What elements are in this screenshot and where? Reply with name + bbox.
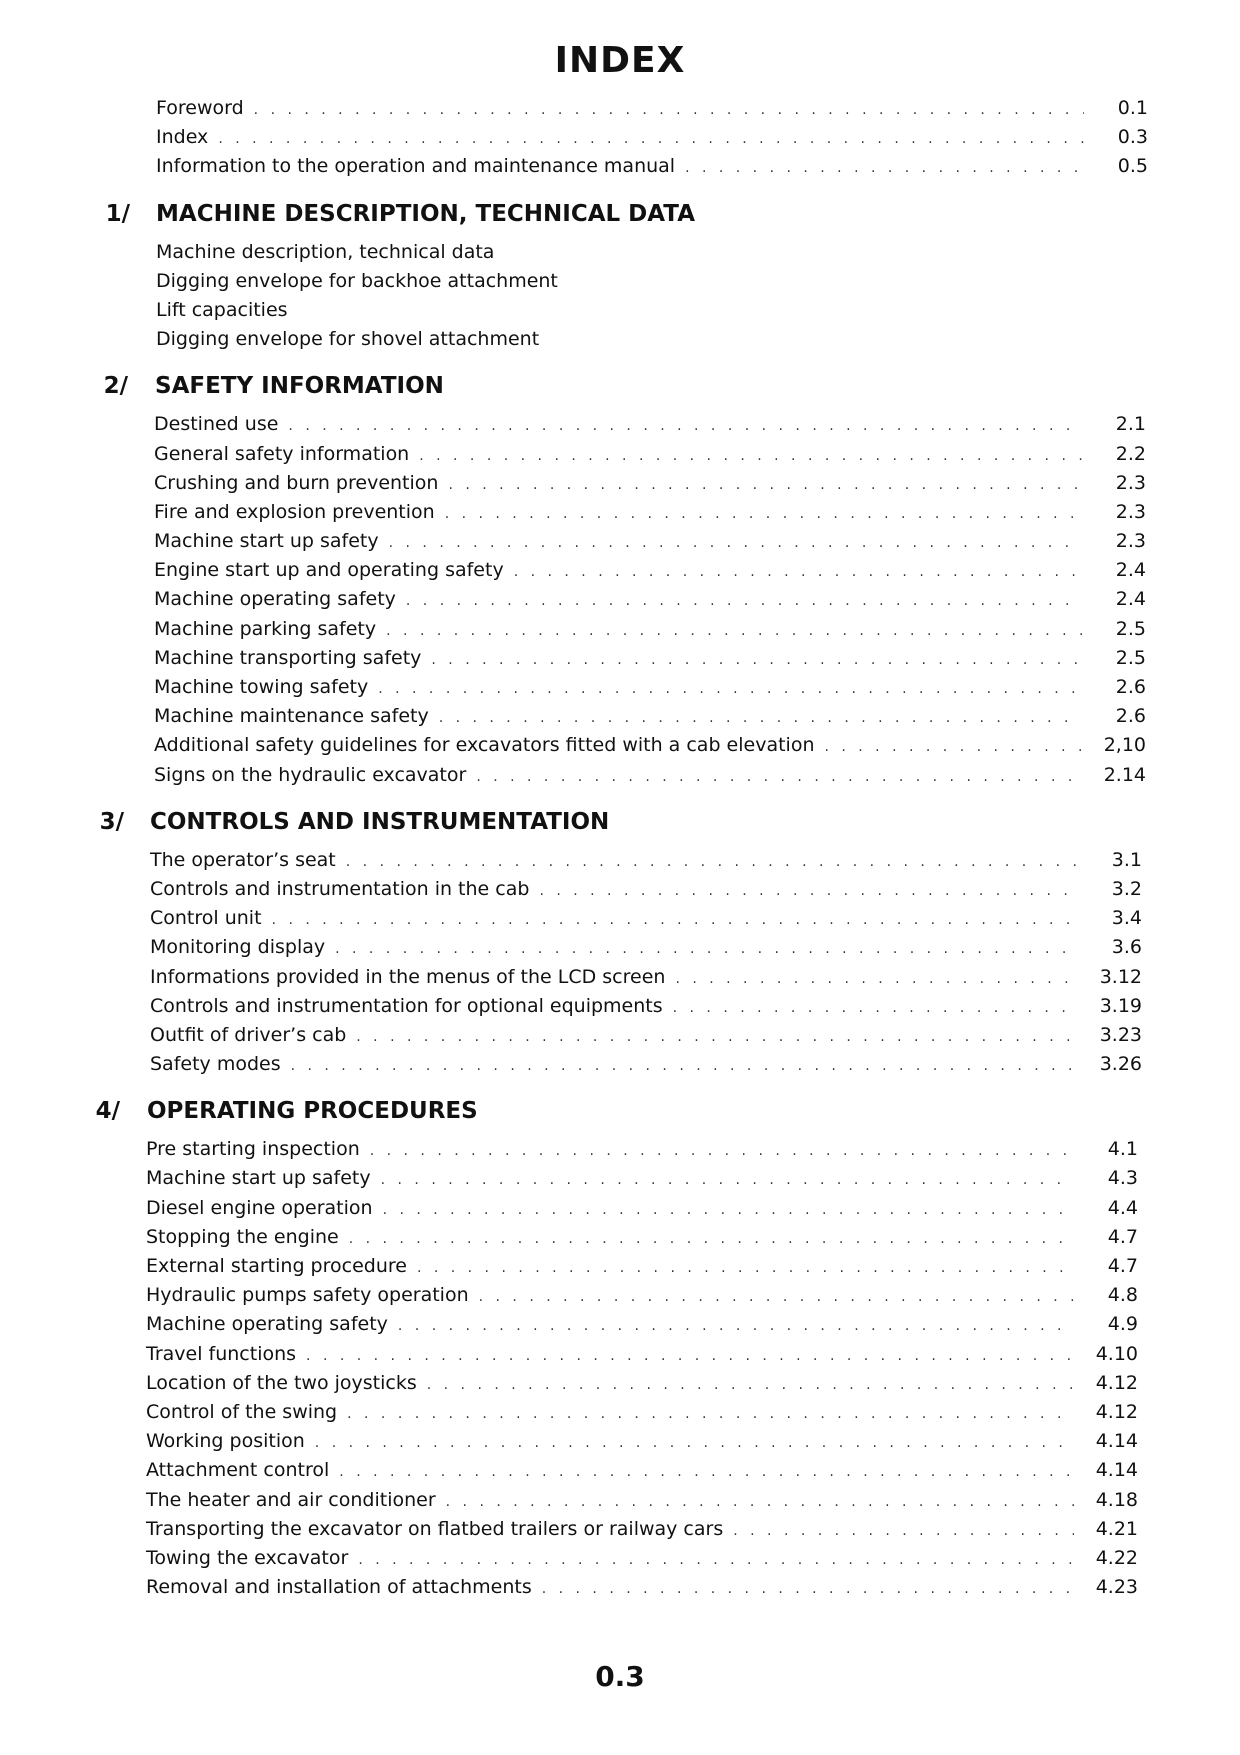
- dot-leader: [476, 763, 1082, 792]
- dot-leader: [398, 1312, 1074, 1341]
- section-heading: [0, 1087, 1240, 1135]
- dot-leader: [306, 1342, 1074, 1371]
- dot-leader: [439, 704, 1082, 733]
- toc-entry-page: 2.3: [1115, 500, 1146, 523]
- toc-entry-page: 4.14: [1095, 1430, 1138, 1453]
- dot-leader: [445, 500, 1082, 529]
- page-number: 0.3: [595, 1660, 645, 1693]
- toc-entry-label: Control unit: [150, 907, 262, 930]
- section-number: 2/: [103, 373, 128, 400]
- dot-leader: [378, 675, 1082, 704]
- toc-entry-label: Towing the excavator: [146, 1546, 349, 1569]
- toc-entry-label: Digging envelope for shovel attachment: [156, 328, 540, 351]
- toc-entry-label: External starting procedure: [146, 1255, 407, 1277]
- toc-entry[interactable]: [150, 992, 1142, 1021]
- section-title: MACHINE DESCRIPTION, TECHNICAL DATA: [156, 200, 695, 227]
- toc-entry-page: 4.9: [1107, 1313, 1138, 1336]
- toc-entry-page: 2.2: [1115, 442, 1146, 465]
- toc-entry-page: 4.10: [1095, 1342, 1138, 1365]
- toc-entry[interactable]: [150, 963, 1142, 992]
- toc-entry-page: 2.1: [1115, 413, 1146, 436]
- dot-leader: [479, 1283, 1074, 1312]
- toc-entry[interactable]: [150, 875, 1142, 904]
- toc-entry-label: Controls and instrumentation for optional equipments: [150, 994, 663, 1017]
- toc-entry[interactable]: [154, 410, 1146, 439]
- toc-entry[interactable]: [154, 615, 1146, 644]
- dot-leader: [347, 1400, 1074, 1429]
- toc-entry[interactable]: [146, 1427, 1138, 1456]
- toc-entry-page: 2.5: [1115, 646, 1146, 669]
- toc-entry-label: Machine parking safety: [154, 617, 377, 640]
- toc-entry-label: Machine operating safety: [146, 1313, 388, 1336]
- toc-entry-page: 0.1: [1117, 97, 1148, 119]
- toc-entry-page: 3.23: [1099, 1023, 1142, 1046]
- toc-entry-label: General safety information: [154, 442, 410, 465]
- toc-entry-label: Machine towing safety: [154, 676, 369, 698]
- toc-entry[interactable]: [154, 469, 1146, 498]
- toc-entry[interactable]: [154, 556, 1146, 585]
- dot-leader: [272, 906, 1078, 935]
- toc-entry-label: Index: [156, 126, 209, 149]
- section-number: 4/: [95, 1098, 120, 1125]
- toc-entry[interactable]: [154, 702, 1146, 731]
- dot-leader: [427, 1371, 1074, 1400]
- dot-leader: [339, 1458, 1074, 1487]
- dot-leader: [381, 1166, 1074, 1195]
- toc-entry-label: Pre starting inspection: [146, 1138, 360, 1161]
- toc-entry-page: 4.7: [1107, 1255, 1138, 1277]
- toc-entry-page: 3.4: [1111, 907, 1142, 930]
- toc-entry-page: 2.3: [1115, 471, 1146, 494]
- toc-entry-label: Stopping the engine: [146, 1225, 339, 1248]
- toc-entry-page: 3.6: [1111, 936, 1142, 959]
- dot-leader: [370, 1137, 1074, 1166]
- toc-entry-page: 4.1: [1107, 1138, 1138, 1161]
- toc-entry-label: The heater and air conditioner: [146, 1488, 436, 1511]
- toc-entry-page: 3.12: [1099, 965, 1142, 988]
- toc-entry-label: Working position: [146, 1430, 305, 1453]
- toc-entry-page: 4.18: [1095, 1488, 1138, 1511]
- toc-entry[interactable]: [146, 1164, 1138, 1193]
- toc-entry-page: 3.26: [1099, 1053, 1142, 1076]
- toc-entry-page: 2,10: [1103, 734, 1146, 757]
- toc-entry-label: Attachment control: [146, 1459, 330, 1482]
- section-heading: [0, 362, 1240, 410]
- toc-entry-page: 2.6: [1115, 676, 1146, 698]
- dot-leader: [254, 96, 1084, 125]
- toc-entry-label: Machine description, technical data: [156, 240, 495, 263]
- dot-leader: [448, 471, 1082, 500]
- toc-entry[interactable]: [150, 846, 1142, 875]
- toc-entry[interactable]: [146, 1281, 1138, 1310]
- dot-leader: [406, 587, 1082, 616]
- toc-entry-label: Machine start up safety: [146, 1167, 371, 1190]
- toc-entry[interactable]: [154, 440, 1146, 469]
- dot-leader: [356, 1023, 1078, 1052]
- toc-entry-label: Foreword: [156, 97, 244, 119]
- toc-entry[interactable]: [146, 1486, 1138, 1515]
- toc-entry-label: Informations provided in the menus of the LCD screen: [150, 965, 666, 988]
- toc-entry-label: Information to the operation and maintenance manual: [156, 155, 676, 178]
- dot-leader: [386, 617, 1082, 646]
- toc-entry-label: Machine transporting safety: [154, 646, 422, 669]
- toc-entry-page: 4.21: [1095, 1517, 1138, 1540]
- toc-entry[interactable]: [146, 1456, 1138, 1485]
- toc-entry[interactable]: [146, 1135, 1138, 1164]
- toc-entry[interactable]: [154, 644, 1146, 673]
- section-number: 3/: [99, 808, 124, 835]
- toc-entry-label: Lift capacities: [156, 298, 288, 321]
- page-title: INDEX: [554, 40, 686, 81]
- toc-entry-page: 4.23: [1095, 1576, 1138, 1599]
- toc-entry-label: Machine operating safety: [154, 588, 396, 611]
- toc-entry-page: 4.3: [1107, 1167, 1138, 1190]
- toc-entry-label: The operator’s seat: [150, 848, 336, 871]
- toc-entry[interactable]: [156, 325, 1148, 354]
- toc-entry[interactable]: [154, 585, 1146, 614]
- toc-entry[interactable]: [146, 1398, 1138, 1427]
- toc-entry-label: Digging envelope for backhoe attachment: [156, 269, 558, 292]
- toc-entry-label: Travel functions: [146, 1342, 297, 1365]
- toc-entry-page: 3.2: [1111, 877, 1142, 900]
- toc-entry-page: 3.1: [1111, 848, 1142, 871]
- toc-entry[interactable]: [146, 1194, 1138, 1223]
- dot-leader: [349, 1225, 1074, 1254]
- toc-entry-label: Diesel engine operation: [146, 1196, 373, 1219]
- toc-entry-label: Safety modes: [150, 1053, 281, 1076]
- toc-entry-label: Machine maintenance safety: [154, 705, 429, 728]
- toc-entry-page: 2.14: [1103, 763, 1146, 786]
- section-heading: [0, 798, 1240, 846]
- toc-entry[interactable]: [154, 498, 1146, 527]
- toc-entry[interactable]: [156, 238, 1148, 267]
- toc-entry-page: 4.12: [1095, 1371, 1138, 1394]
- toc-entry[interactable]: [156, 94, 1148, 123]
- toc-entry-label: Transporting the excavator on flatbed trailers or railway cars: [146, 1517, 724, 1540]
- toc-entry-page: 2.4: [1115, 559, 1146, 582]
- toc-entry-label: Destined use: [154, 413, 279, 436]
- dot-leader: [824, 733, 1082, 762]
- dot-leader: [446, 1488, 1074, 1517]
- dot-leader: [288, 412, 1082, 441]
- toc-entry[interactable]: [154, 527, 1146, 556]
- toc-entry[interactable]: [146, 1252, 1138, 1281]
- toc-entry-page: 2.6: [1115, 705, 1146, 728]
- toc-entry-page: 4.12: [1095, 1400, 1138, 1423]
- toc-entry-label: Additional safety guidelines for excavators fitted with a cab elevation: [154, 734, 815, 757]
- dot-leader: [675, 965, 1078, 994]
- dot-leader: [539, 877, 1078, 906]
- toc-entry-label: Location of the two joysticks: [146, 1371, 417, 1394]
- dot-leader: [315, 1429, 1074, 1458]
- dot-leader: [431, 646, 1082, 675]
- toc-entry-page: 4.4: [1107, 1196, 1138, 1219]
- toc-entry[interactable]: [156, 152, 1148, 181]
- dot-leader: [291, 1052, 1078, 1081]
- toc-entry-page: 2.4: [1115, 588, 1146, 611]
- section-number: 1/: [105, 200, 130, 227]
- toc-entry-label: Controls and instrumentation in the cab: [150, 877, 530, 900]
- toc-entry[interactable]: [146, 1310, 1138, 1339]
- toc-entry[interactable]: [150, 1021, 1142, 1050]
- toc-entry[interactable]: [150, 904, 1142, 933]
- section-heading: [0, 190, 1240, 238]
- toc-entry[interactable]: [150, 933, 1142, 962]
- dot-leader: [542, 1575, 1074, 1604]
- toc-entry-page: 2.5: [1115, 617, 1146, 640]
- toc-entry[interactable]: [150, 1050, 1142, 1079]
- toc-entry-label: Engine start up and operating safety: [154, 559, 504, 582]
- dot-leader: [673, 994, 1078, 1023]
- toc-entry-label: Control of the swing: [146, 1400, 338, 1423]
- dot-leader: [358, 1546, 1074, 1575]
- toc-entry-page: 3.19: [1099, 994, 1142, 1017]
- dot-leader: [685, 154, 1084, 183]
- toc-entry-page: 0.3: [1117, 126, 1148, 149]
- toc-entry-label: Signs on the hydraulic excavator: [154, 763, 467, 786]
- toc-entry-page: 4.14: [1095, 1459, 1138, 1482]
- dot-leader: [733, 1517, 1074, 1546]
- toc-entry[interactable]: [154, 761, 1146, 790]
- dot-leader: [419, 442, 1082, 471]
- dot-leader: [417, 1254, 1074, 1283]
- toc-entry[interactable]: [156, 296, 1148, 325]
- toc-entry-label: Outfit of driver’s cab: [150, 1023, 347, 1046]
- toc-entry[interactable]: [146, 1223, 1138, 1252]
- dot-leader: [383, 1196, 1074, 1225]
- toc-entry-label: Monitoring display: [150, 936, 326, 959]
- toc-entry-page: 4.7: [1107, 1225, 1138, 1248]
- dot-leader: [346, 848, 1078, 877]
- toc-entry-label: Hydraulic pumps safety operation: [146, 1284, 469, 1307]
- toc-entry[interactable]: [146, 1340, 1138, 1369]
- toc-entry[interactable]: [154, 673, 1146, 702]
- toc-entry[interactable]: [154, 731, 1146, 760]
- toc-entry[interactable]: [146, 1544, 1138, 1573]
- toc-entry-page: 2.3: [1115, 530, 1146, 553]
- toc-entry-label: Fire and explosion prevention: [154, 500, 435, 523]
- toc-entry[interactable]: [146, 1515, 1138, 1544]
- table-of-contents: [0, 94, 1240, 1602]
- toc-entry[interactable]: [146, 1573, 1138, 1602]
- section-title: SAFETY INFORMATION: [155, 373, 444, 400]
- dot-leader: [389, 529, 1082, 558]
- dot-leader: [335, 935, 1078, 964]
- section-title: CONTROLS AND INSTRUMENTATION: [150, 808, 610, 835]
- dot-leader: [218, 125, 1084, 154]
- toc-entry[interactable]: [156, 267, 1148, 296]
- toc-entry-label: Machine start up safety: [154, 530, 379, 553]
- toc-entry-label: Crushing and burn prevention: [154, 471, 439, 494]
- section-title: OPERATING PROCEDURES: [147, 1098, 478, 1125]
- dot-leader: [514, 558, 1082, 587]
- toc-entry[interactable]: [146, 1369, 1138, 1398]
- toc-entry-label: Removal and installation of attachments: [146, 1576, 532, 1599]
- toc-entry-page: 0.5: [1117, 155, 1148, 178]
- toc-entry-page: 4.22: [1095, 1546, 1138, 1569]
- toc-entry-page: 4.8: [1107, 1284, 1138, 1307]
- toc-entry[interactable]: [156, 123, 1148, 152]
